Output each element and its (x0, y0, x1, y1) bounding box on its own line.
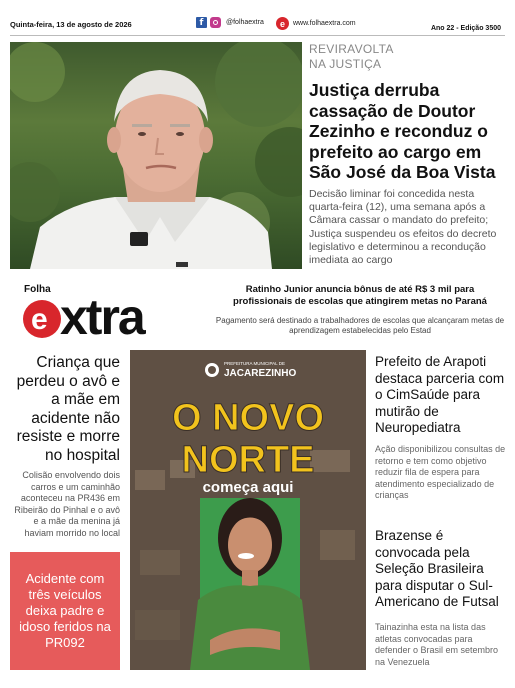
arapoti-summary: Ação disponibilizou consultas de retorno e tem como objetivo reduzir fila de espera para atendimento especializado de crianças (375, 444, 506, 500)
edition-date: Quinta-feira, 13 de agosto de 2026 (10, 20, 132, 29)
jacarezinho-ad[interactable] (130, 350, 366, 670)
lead-kicker (309, 42, 509, 72)
top-bar (0, 0, 515, 40)
lead-kicker-line2: NA JUSTIÇA (309, 57, 382, 71)
site-url[interactable]: www.folhaextra.com (293, 20, 356, 27)
lead-kicker-line1: REVIRAVOLTA (309, 42, 394, 56)
ad-line1: O NOVO (171, 397, 325, 439)
logo-mark (20, 282, 190, 342)
lead-summary: Decisão liminar foi concedida nesta quarta-feira (12), uma semana após a Câmara cassar o mandato do prefeito; Justiça suspendeu os efeitos do decreto legislativo e determinou a recondução imediata ao cargo (309, 188, 497, 267)
ad-line3: começa aqui (202, 479, 294, 496)
instagram-icon[interactable] (210, 17, 221, 28)
ad-city: JACAREZINHO (224, 368, 297, 379)
logo-word: xtra (60, 289, 144, 342)
promo-headline[interactable]: Acidente com três veículos deixa padre e idoso feridos na PR092 (19, 571, 111, 650)
ratinho-headline[interactable]: Ratinho Junior anuncia bônus de até R$ 3 mil para profissionais de escolas que atingirem metas no Paraná (233, 284, 487, 307)
site-link[interactable] (276, 17, 356, 30)
crianca-headline[interactable]: Criança que perdeu o avô e a mãe em acidente não resiste e morre no hospital (16, 354, 120, 464)
arapoti-headline[interactable]: Prefeito de Arapoti destaca parceria com o CimSaúde para mutirão de Neuropediatra (375, 354, 505, 435)
facebook-icon[interactable]: f (196, 17, 207, 28)
crianca-summary: Colisão envolvendo dois carros e um caminhão aconteceu na PR436 em Ribeirão do Pinhal e o avô e a mãe da menina já haviam morrido no local (14, 470, 120, 538)
ad-artwork (130, 350, 366, 670)
logo-letter-e: e (31, 303, 48, 336)
header-divider (10, 35, 505, 36)
social-handle[interactable]: @folhaextra (226, 19, 264, 26)
ad-line2: NORTE (181, 439, 315, 481)
ratinho-summary: Pagamento será destinado a trabalhadores de escolas que alcançaram metas de aprendizagem estabelecidas pelo Estad (215, 316, 505, 335)
site-icon: e (276, 17, 289, 30)
edition-number: Ano 22 - Edição 3500 (430, 25, 501, 32)
folha-extra-logo (20, 282, 190, 342)
portrait-illustration (10, 42, 302, 269)
ad-city-small: PREFEITURA MUNICIPAL DE (224, 361, 286, 366)
social-links (196, 17, 264, 28)
brazense-headline[interactable]: Brazense é convocada pela Seleção Brasileira para disputar o Sul-Americano de Futsal (375, 528, 499, 609)
promo-box[interactable] (10, 552, 120, 670)
logo-small-text: Folha (24, 284, 51, 295)
lead-photo[interactable] (10, 42, 302, 269)
lead-headline[interactable]: Justiça derruba cassação de Doutor Zezinho e reconduz o prefeito ao cargo em São José da Boa Vista (309, 80, 496, 182)
brazense-summary: Tainazinha esta na lista das atletas convocadas para defender o Brasil em setembro na Venezuela (375, 622, 499, 667)
